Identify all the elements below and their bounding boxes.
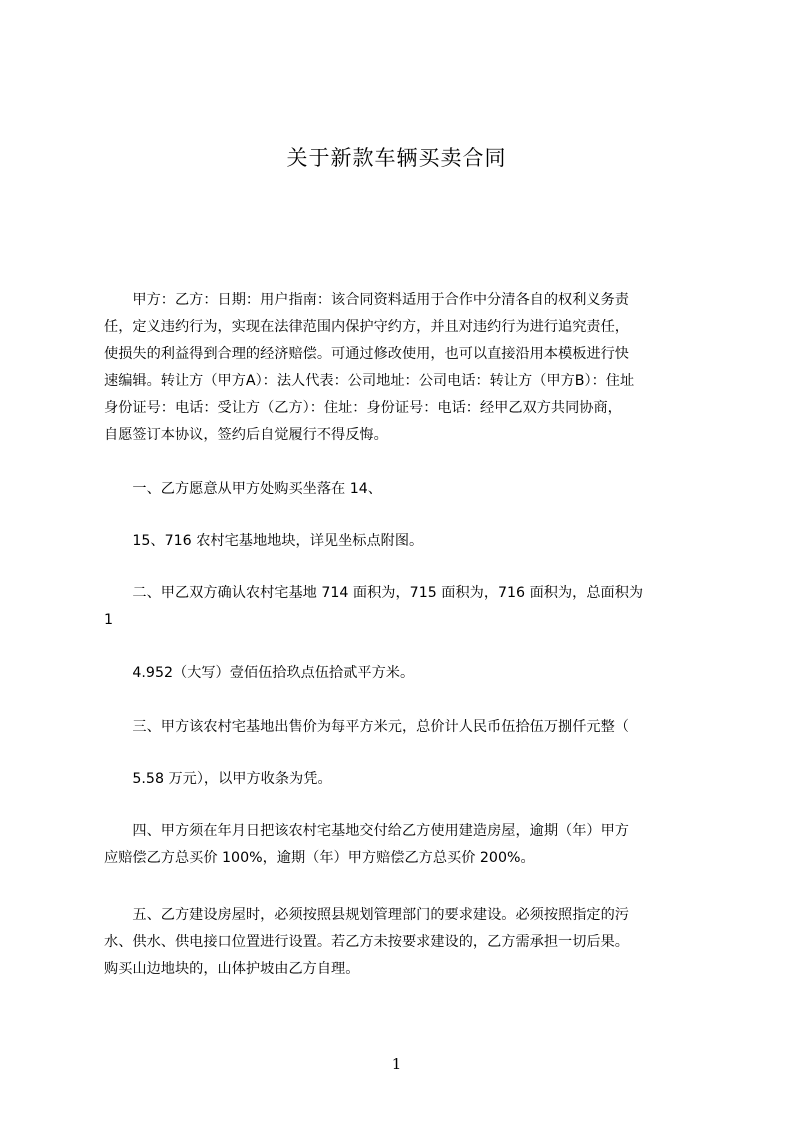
clause-1 — [104, 476, 704, 503]
text-line: 15、716 农村宅基地地块，详见坐标点附图。 — [104, 533, 424, 549]
page-number: 1 — [391, 1055, 402, 1073]
clause-2 — [104, 580, 704, 634]
text-line: 速编辑。转让方（甲方A）：法人代表：公司地址：公司电话：转让方（甲方B）：住址 — [104, 373, 635, 389]
text-line: 使损失的利益得到合理的经济赔偿。可通过修改使用，也可以直接沿用本模板进行快 — [104, 346, 629, 362]
clause-2-continued — [104, 660, 704, 687]
text-line: 一、乙方愿意从甲方处购买坐落在 14、 — [104, 481, 382, 497]
text-line: 三、甲方该农村宅基地出售价为每平方米元，总价计人民币伍拾伍万捌仟元整（ — [104, 719, 629, 735]
clause-4 — [104, 818, 704, 872]
text-line: 5.58 万元），以甲方收条为凭。 — [104, 771, 332, 787]
text-line: 四、甲方须在年月日把该农村宅基地交付给乙方使用建造房屋，逾期（年）甲方 — [104, 823, 629, 839]
text-line: 二、甲乙双方确认农村宅基地 714 面积为，715 面积为，716 面积为，总面积为 — [104, 585, 644, 601]
text-line: 1 — [104, 612, 114, 628]
text-line: 应赔偿乙方总买价 100%，逾期（年）甲方赔偿乙方总买价 200%。 — [104, 850, 535, 866]
text-line: 身份证号：电话：受让方（乙方）：住址：身份证号：电话：经甲乙双方共同协商， — [104, 400, 622, 416]
intro-paragraph — [104, 287, 704, 449]
clause-3-continued — [104, 766, 704, 793]
clause-5 — [104, 902, 704, 983]
clause-3 — [104, 714, 704, 741]
text-line: 任，定义违约行为，实现在法律范围内保护守约方，并且对违约行为进行追究责任， — [104, 319, 629, 335]
text-line: 自愿签订本协议，签约后自觉履行不得反悔。 — [104, 427, 388, 443]
text-line: 五、乙方建设房屋时，必须按照县规划管理部门的要求建设。必须按照指定的污 — [104, 907, 629, 923]
text-line: 购买山边地块的，山体护坡由乙方自理。 — [104, 961, 360, 977]
text-line: 水、供水、供电接口位置进行设置。若乙方未按要求建设的，乙方需承担一切后果。 — [104, 934, 629, 950]
text-line: 甲方：乙方：日期：用户指南：该合同资料适用于合作中分清各自的权利义务责 — [104, 292, 629, 308]
text-line: 4.952（大写）壹佰伍拾玖点伍拾贰平方米。 — [104, 665, 415, 681]
clause-1-continued — [104, 528, 704, 555]
document-title: 关于新款车辆买卖合同 — [286, 146, 507, 170]
